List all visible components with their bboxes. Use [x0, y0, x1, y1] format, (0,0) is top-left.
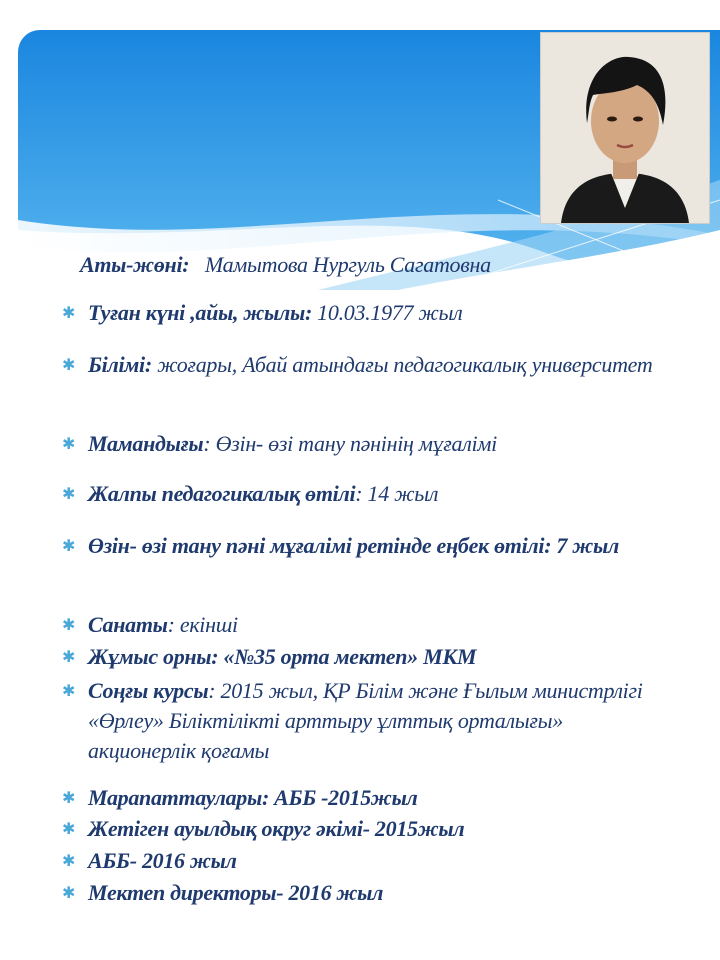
info-label: АББ- 2016 жыл: [88, 848, 237, 873]
info-value: : 14 жыл: [355, 481, 439, 506]
info-item: [88, 350, 668, 380]
bullet-icon: ✱: [62, 885, 76, 902]
info-item: [88, 298, 668, 328]
info-item: [88, 531, 668, 561]
bullet-icon: ✱: [62, 683, 76, 700]
info-label: Өзін- өзі тану пәні мұғалімі ретінде еңбек өтілі: 7 жыл: [88, 533, 619, 558]
info-label: Санаты: [88, 612, 168, 637]
info-item: [88, 610, 668, 640]
bullet-icon: ✱: [62, 305, 76, 322]
info-label: Жалпы педагогикалық өтілі: [88, 481, 356, 506]
name-value: Мамытова Нургуль Сагатовна: [204, 252, 491, 277]
name-label: Аты-жөні:: [80, 252, 190, 277]
info-value: : Өзін- өзі тану пәнінің мұғалімі: [203, 431, 497, 456]
bullet-icon: ✱: [62, 486, 76, 503]
info-label: Мамандығы: [88, 431, 204, 456]
full-name: [80, 250, 491, 280]
info-label: Білімі:: [88, 352, 152, 377]
bullet-icon: ✱: [62, 790, 76, 807]
info-item: [88, 642, 668, 672]
bullet-icon: ✱: [62, 649, 76, 666]
info-label: Мектеп директоры- 2016 жыл: [88, 880, 384, 905]
bullet-icon: ✱: [62, 538, 76, 555]
bullet-icon: ✱: [62, 357, 76, 374]
bullet-icon: ✱: [62, 617, 76, 634]
info-label: Марапаттаулары: АББ -2015жыл: [88, 785, 418, 810]
info-item: [88, 429, 668, 459]
info-label: Туған күні ,айы, жылы:: [88, 300, 312, 325]
info-item: [88, 783, 668, 813]
info-item: [88, 479, 668, 509]
bullet-icon: ✱: [62, 821, 76, 838]
info-value: жоғары, Абай атындағы педагогикалық университет: [151, 352, 653, 377]
bullet-icon: ✱: [62, 853, 76, 870]
info-value: 10.03.1977 жыл: [311, 300, 463, 325]
info-label: Жетіген ауылдық округ әкімі- 2015жыл: [88, 816, 465, 841]
info-label: Жұмыс орны: «№35 орта мектеп» МКМ: [88, 644, 477, 669]
bullet-icon: ✱: [62, 436, 76, 453]
profile-photo: [540, 32, 710, 224]
info-item: [88, 846, 668, 876]
info-item: [88, 676, 668, 766]
info-value: : 2015 жыл, ҚР Білім және Ғылым министрлігі «Өрлеу» Біліктілікті арттыру ұлттық орталығы» акционерлік қоғамы: [88, 678, 643, 763]
info-item: [88, 814, 668, 844]
info-label: Соңғы курсы: [88, 678, 209, 703]
info-value: : екінші: [167, 612, 238, 637]
info-item: [88, 878, 668, 908]
